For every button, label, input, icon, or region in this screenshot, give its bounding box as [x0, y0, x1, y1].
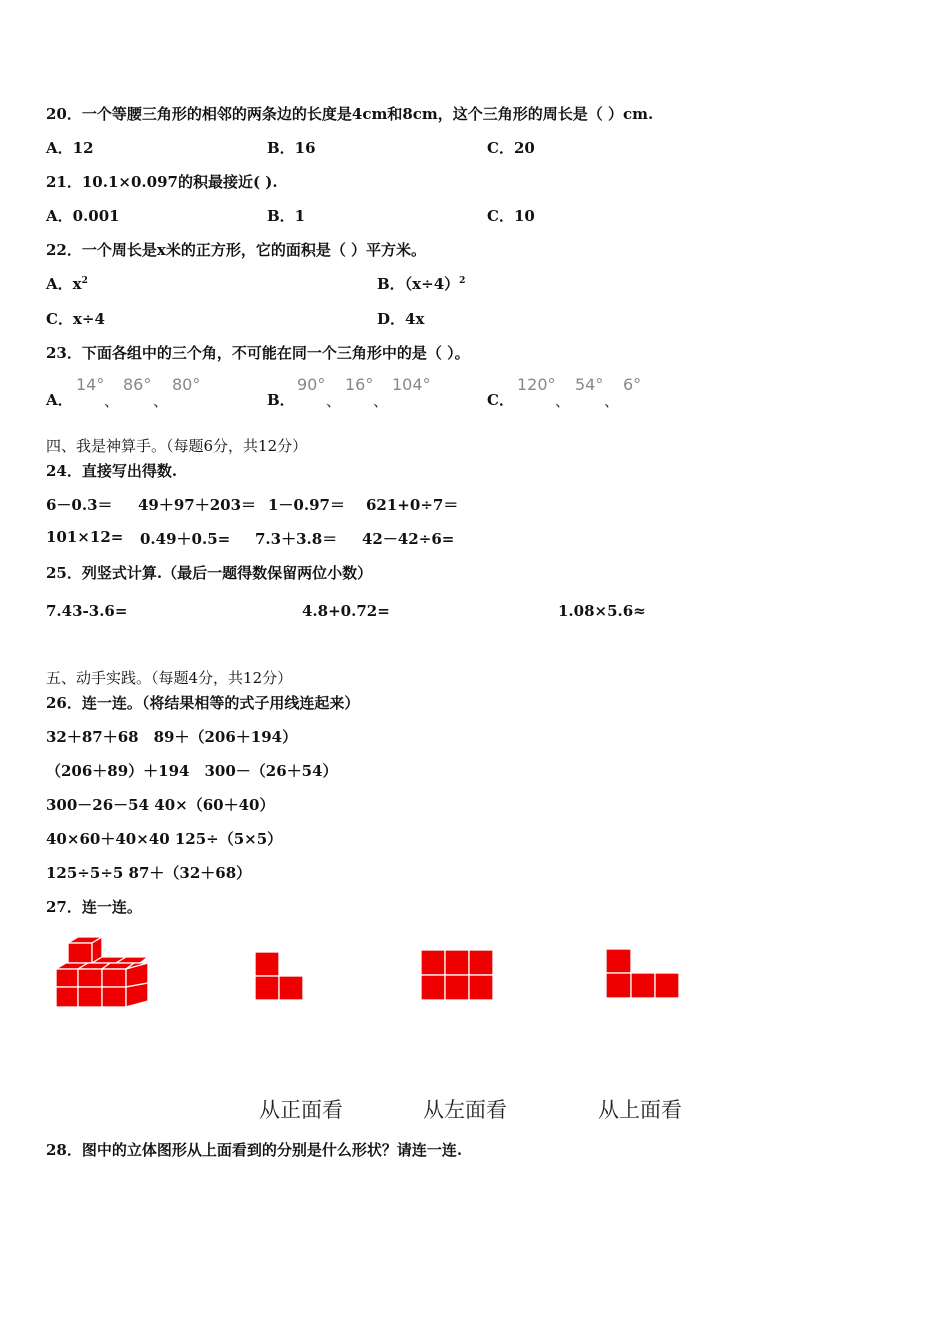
q24-r2-item-4: 42－42÷6= [362, 530, 455, 548]
q26-stem: 26．连一连。（将结果相等的式子用线连起来） [46, 694, 360, 712]
q26-row-2: （206＋89）＋194 300－（26＋54） [46, 762, 338, 780]
q22-option-a [46, 273, 88, 294]
q25-item-3: 1.08×5.6≈ [558, 602, 646, 620]
q20-option-b: B．16 [267, 139, 316, 157]
q22-stem: 22．一个周长是x米的正方形，它的面积是（ ）平方米。 [46, 241, 427, 259]
q23-a-sep-2: 、 [153, 392, 169, 410]
q21-option-c: C．10 [487, 207, 535, 225]
view-shape-1 [254, 951, 304, 1001]
q22-option-b-base: B．（x÷4） [377, 275, 460, 293]
section-5-title: 五、动手实践。（每题4分，共12分） [46, 669, 293, 687]
q24-stem: 24．直接写出得数. [46, 462, 178, 480]
q23-b-angle-1: 90° [297, 375, 326, 394]
q24-r2-item-2: 0.49＋0.5= [140, 530, 231, 548]
q24-r2-item-1: 101×12= [46, 528, 124, 546]
cube-solid-figure [50, 935, 155, 1015]
q24-r1-item-1: 6－0.3＝ [46, 496, 113, 514]
q23-a-sep-1: 、 [104, 392, 120, 410]
q25-stem: 25．列竖式计算.（最后一题得数保留两位小数） [46, 564, 373, 582]
q27-stem: 27．连一连。 [46, 898, 142, 916]
q23-label-b: B． [267, 391, 295, 409]
q22-option-d: D．4x [377, 310, 425, 328]
q26-row-4: 40×60＋40×40 125÷（5×5） [46, 830, 283, 848]
view-label-left: 从左面看 [423, 1098, 507, 1122]
q20-option-c: C．20 [487, 139, 535, 157]
q25-item-2: 4.8+0.72= [302, 602, 390, 620]
q22-option-c: C．x÷4 [46, 310, 105, 328]
view-label-top: 从上面看 [598, 1098, 682, 1122]
q23-label-a: A． [46, 391, 73, 409]
section-4-title: 四、我是神算手。（每题6分，共12分） [46, 437, 308, 455]
q23-a-angle-3: 80° [172, 375, 201, 394]
q26-row-5: 125÷5÷5 87＋（32＋68） [46, 864, 252, 882]
view-shape-3 [605, 948, 680, 1000]
q24-r1-item-3: 1－0.97＝ [268, 496, 345, 514]
q21-stem: 21．10.1×0.097的积最接近( ). [46, 173, 278, 191]
q23-c-sep-2: 、 [604, 392, 620, 410]
q22-option-a-base: A．x [46, 275, 82, 293]
q23-a-angle-2: 86° [123, 375, 152, 394]
view-shape-2 [420, 949, 494, 1001]
q23-a-angle-1: 14° [76, 375, 105, 394]
view-label-front: 从正面看 [259, 1098, 343, 1122]
q20-option-a: A．12 [46, 139, 94, 157]
q22-option-b [377, 273, 465, 294]
q23-label-c: C． [487, 391, 514, 409]
q24-r1-item-4: 621+0÷7＝ [366, 496, 459, 514]
q23-stem: 23．下面各组中的三个角，不可能在同一个三角形中的是（ ）。 [46, 344, 470, 362]
q23-c-angle-1: 120° [517, 375, 556, 394]
q20-stem: 20．一个等腰三角形的相邻的两条边的长度是4cm和8cm，这个三角形的周长是（ ）cm. [46, 105, 654, 123]
q24-r2-item-3: 7.3＋3.8＝ [255, 530, 338, 548]
q21-option-a: A．0.001 [46, 207, 120, 225]
q25-item-1: 7.43-3.6= [46, 602, 128, 620]
q28-stem: 28．图中的立体图形从上面看到的分别是什么形状？请连一连. [46, 1141, 463, 1159]
q23-b-sep-1: 、 [326, 392, 342, 410]
q21-option-b: B．1 [267, 207, 306, 225]
q23-b-angle-2: 16° [345, 375, 374, 394]
q23-b-angle-3: 104° [392, 375, 431, 394]
q22-option-a-exponent: 2 [81, 276, 88, 286]
q23-c-angle-3: 6° [623, 375, 642, 394]
q26-row-3: 300－26－54 40×（60＋40） [46, 796, 275, 814]
q23-b-sep-2: 、 [373, 392, 389, 410]
q24-r1-item-2: 49＋97＋203＝ [138, 496, 257, 514]
q23-c-angle-2: 54° [575, 375, 604, 394]
q23-c-sep-1: 、 [555, 392, 571, 410]
q26-row-1: 32＋87＋68 89＋（206＋194） [46, 728, 298, 746]
q22-option-b-exponent: 2 [459, 276, 466, 286]
